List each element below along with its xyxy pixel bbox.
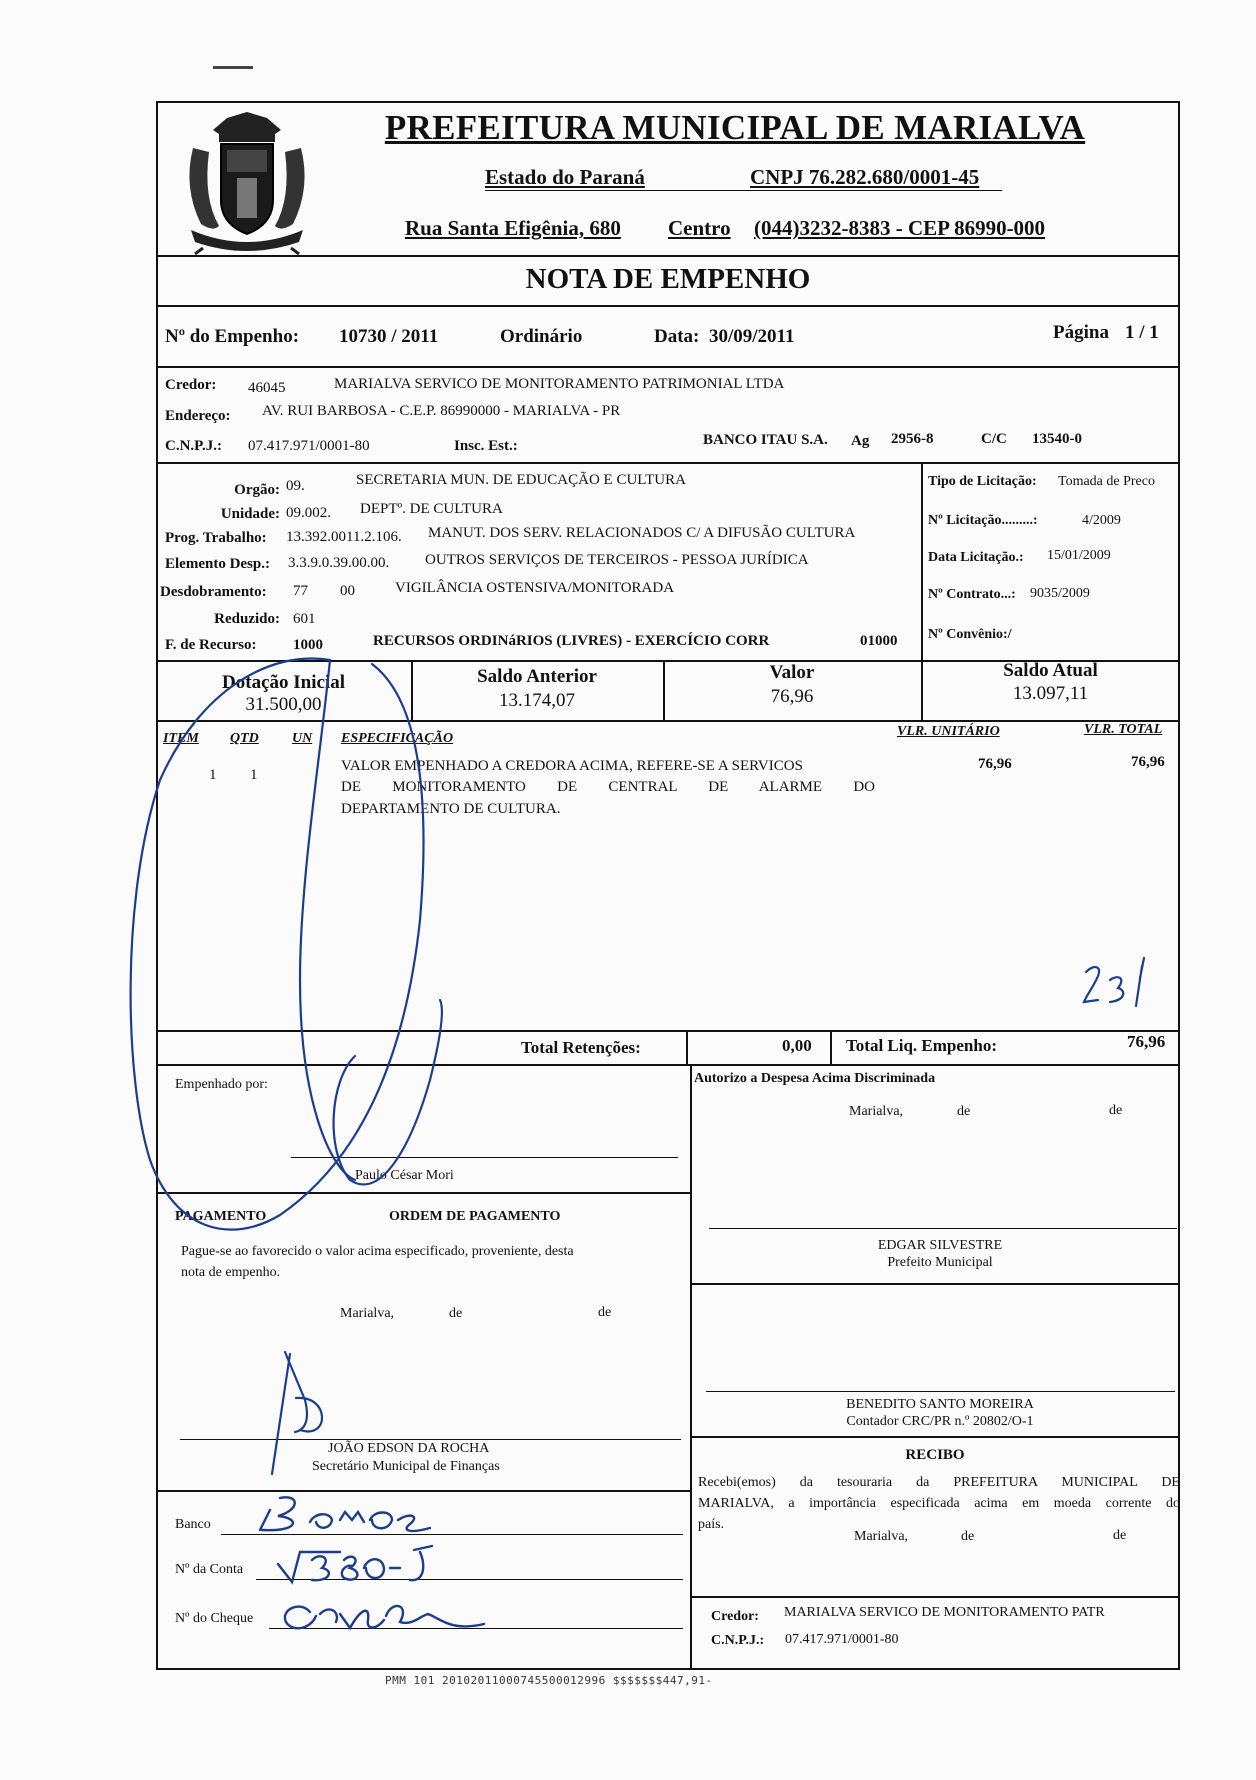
signature-line <box>291 1157 678 1158</box>
empenho-date-label: Data: <box>654 326 700 347</box>
autorizo-place: Marialva, <box>849 1104 904 1119</box>
page-number: 1 / 1 <box>1125 322 1159 343</box>
item-spec-line3: DEPARTAMENTO DE CULTURA. <box>341 801 561 817</box>
ordem-de2: de <box>598 1305 612 1320</box>
desdobramento-name: VIGILÂNCIA OSTENSIVA/MONITORADA <box>395 580 675 596</box>
budget-divider <box>921 462 923 660</box>
item-spec-line1: VALOR EMPENHADO A CREDORA ACIMA, REFERE-SE A SERVICOS <box>341 758 803 774</box>
unidade-code: 09.002. <box>286 505 331 521</box>
insc-est-label: Insc. Est.: <box>454 438 518 454</box>
fonte-name: RECURSOS ORDINáRIOS (LIVRES) - EXERCÍCIO CORR <box>373 633 770 649</box>
recibo-credor-label: Credor: <box>711 1609 759 1624</box>
elemento-code: 3.3.9.0.39.00.00. <box>288 555 390 571</box>
ordem-de1: de <box>449 1306 463 1321</box>
prog-label: Prog. Trabalho: <box>165 530 267 546</box>
cheque-label: Nº do Cheque <box>175 1611 254 1626</box>
empenho-number-label: Nº do Empenho: <box>165 326 300 347</box>
item-total-value: 76,96 <box>1131 754 1165 770</box>
liquido-label: Total Liq. Empenho: <box>846 1036 997 1055</box>
dotacao-label: Dotação Inicial <box>222 672 345 693</box>
conta-label: Nº da Conta <box>175 1562 244 1577</box>
ordem-pagamento-label: ORDEM DE PAGAMENTO <box>389 1209 561 1224</box>
divider <box>690 1283 1180 1285</box>
recibo-line1: Recebi(emos) da tesouraria da PREFEITURA MUNICIPAL DE <box>698 1475 1180 1490</box>
credor-code: 46045 <box>248 380 286 396</box>
saldo-anterior-label: Saldo Anterior <box>477 666 597 687</box>
dotacao-value: 31.500,00 <box>245 694 322 715</box>
divider <box>690 1596 1180 1598</box>
ordem-place: Marialva, <box>340 1306 395 1321</box>
divider <box>156 1030 1180 1032</box>
empenho-number: 10730 / 2011 <box>339 326 439 347</box>
cheque-line <box>269 1628 683 1629</box>
item-number: 1 <box>209 767 217 783</box>
divider <box>156 1192 690 1194</box>
fonte-label: F. de Recurso: <box>165 637 257 653</box>
divider <box>156 305 1180 307</box>
totals-divider <box>686 1030 688 1064</box>
prefeito-signature-line <box>709 1228 1177 1229</box>
item-spec-line2: DE MONITORAMENTO DE CENTRAL DE ALARME DO <box>341 779 875 795</box>
recibo-de1: de <box>961 1529 975 1544</box>
secretario-name: JOÃO EDSON DA ROCHA <box>328 1441 490 1456</box>
divider <box>156 462 1180 464</box>
col-especificacao: ESPECIFICAÇÃO <box>341 731 454 746</box>
ordem-text-line2: nota de empenho. <box>181 1265 281 1280</box>
credor-name: MARIALVA SERVICO DE MONITORAMENTO PATRIMONIAL LTDA <box>334 376 785 392</box>
num-licitacao: 4/2009 <box>1082 513 1121 528</box>
prefeito-name: EDGAR SILVESTRE <box>877 1238 1003 1253</box>
totals-divider <box>830 1030 832 1064</box>
autorizo-de2: de <box>1109 1103 1123 1118</box>
recibo-de2: de <box>1113 1528 1127 1543</box>
orgao-code: 09. <box>286 478 305 494</box>
account-label: C/C <box>981 431 1007 447</box>
recibo-cnpj-label: C.N.P.J.: <box>711 1633 765 1648</box>
autorizo-de1: de <box>957 1104 971 1119</box>
header-district: Centro <box>668 216 731 240</box>
header-address: Rua Santa Efigênia, 680 <box>405 216 621 240</box>
contrato: 9035/2009 <box>1030 586 1090 601</box>
valor-label: Valor <box>769 662 815 683</box>
secretario-signature-line <box>180 1439 681 1440</box>
autorizo-label: Autorizo a Despesa Acima Discriminada <box>694 1071 936 1086</box>
document-title: NOTA DE EMPENHO <box>525 263 811 295</box>
header-phone-cep: (044)3232-8383 - CEP 86990-000 <box>754 216 1046 240</box>
saldo-atual-label: Saldo Atual <box>1003 660 1098 681</box>
banco-line <box>221 1534 683 1535</box>
cnpj-label: C.N.P.J.: <box>165 438 222 454</box>
secretario-role: Secretário Municipal de Finanças <box>312 1459 500 1474</box>
prog-name: MANUT. DOS SERV. RELACIONADOS C/ A DIFUSÃO CULTURA <box>428 525 856 541</box>
contador-signature-line <box>706 1391 1175 1392</box>
orgao-label: Orgão: <box>234 482 280 498</box>
saldo-anterior-value: 13.174,07 <box>499 690 575 711</box>
liquido-value: 76,96 <box>1127 1032 1166 1051</box>
contrato-label: Nº Contrato...: <box>928 587 1016 602</box>
agency: 2956-8 <box>891 431 934 447</box>
footer-code: PMM 101 20102011000745500012996 $$$$$$$447,91- <box>385 1674 713 1687</box>
empenhado-por-label: Empenhado por: <box>175 1077 268 1092</box>
data-licitacao: 15/01/2009 <box>1047 548 1111 563</box>
recibo-credor: MARIALVA SERVICO DE MONITORAMENTO PATR <box>784 1605 1105 1620</box>
account: 13540-0 <box>1032 431 1082 447</box>
num-licitacao-label: Nº Licitação.........: <box>928 513 1038 528</box>
desdobramento-code2: 00 <box>340 583 355 599</box>
empenho-date: 30/09/2011 <box>709 326 795 347</box>
retencoes-label: Total Retenções: <box>521 1038 641 1057</box>
scan-speck <box>213 66 253 69</box>
item-unit-value: 76,96 <box>978 756 1012 772</box>
desdobramento-code1: 77 <box>293 583 308 599</box>
fonte-code: 1000 <box>293 637 323 653</box>
fonte-code2: 01000 <box>860 633 898 649</box>
col-un: UN <box>292 731 313 746</box>
bank-name: BANCO ITAU S.A. <box>703 432 828 448</box>
header-title: PREFEITURA MUNICIPAL DE MARIALVA <box>384 108 1086 147</box>
empenhado-por-name: Paulo César Mori <box>355 1168 454 1183</box>
ordem-text-line1: Pague-se ao favorecido o valor acima especificado, proveniente, desta <box>181 1244 574 1259</box>
credor-label: Credor: <box>165 377 217 393</box>
unidade-label: Unidade: <box>220 506 280 522</box>
divider <box>156 1064 1180 1066</box>
elemento-name: OUTROS SERVIÇOS DE TERCEIROS - PESSOA JURÍDICA <box>425 552 809 568</box>
contador-name: BENEDITO SANTO MOREIRA <box>846 1397 1034 1412</box>
pagamento-label: PAGAMENTO <box>175 1209 267 1224</box>
divider <box>156 720 1180 722</box>
coat-of-arms-logo <box>183 108 311 256</box>
recibo-cnpj: 07.417.971/0001-80 <box>785 1632 899 1647</box>
convenio-label: Nº Convênio:/ <box>928 627 1012 642</box>
item-qty: 1 <box>250 767 258 783</box>
orgao-name: SECRETARIA MUN. DE EDUCAÇÃO E CULTURA <box>356 472 686 488</box>
recibo-title: RECIBO <box>905 1447 965 1463</box>
page-label: Página <box>1053 322 1109 343</box>
saldo-atual-value: 13.097,11 <box>1012 683 1089 704</box>
tipo-licitacao-label: Tipo de Licitação: <box>928 474 1037 489</box>
signature-divider <box>690 1064 692 1670</box>
prog-code: 13.392.0011.2.106. <box>286 529 402 545</box>
data-licitacao-label: Data Licitação.: <box>928 550 1024 565</box>
header-cnpj: CNPJ 76.282.680/0001-45 <box>750 165 980 189</box>
col-vlr-unitario: VLR. UNITÁRIO <box>897 724 1000 739</box>
prefeito-role: Prefeito Municipal <box>887 1255 993 1270</box>
unidade-name: DEPTº. DE CULTURA <box>360 501 503 517</box>
tipo-licitacao: Tomada de Preco <box>1058 474 1155 489</box>
recibo-line3: país. <box>698 1517 725 1532</box>
contador-role: Contador CRC/PR n.º 20802/O-1 <box>846 1414 1034 1429</box>
desdobramento-label: Desdobramento: <box>160 584 267 600</box>
valor-value: 76,96 <box>770 686 814 707</box>
divider <box>690 1436 1180 1438</box>
col-item: ITEM <box>163 731 199 746</box>
credor-address: AV. RUI BARBOSA - C.E.P. 86990000 - MARIALVA - PR <box>262 403 621 419</box>
recibo-place: Marialva, <box>854 1529 909 1544</box>
credor-cnpj: 07.417.971/0001-80 <box>248 438 370 454</box>
address-label: Endereço: <box>165 408 231 424</box>
header-state: Estado do Paraná <box>485 165 645 189</box>
banco-label: Banco <box>175 1517 211 1532</box>
reduzido-label: Reduzido: <box>214 611 280 627</box>
recibo-line2: MARIALVA, a importância especificada acima em moeda corrente do <box>698 1496 1180 1511</box>
elemento-label: Elemento Desp.: <box>165 556 270 572</box>
empenho-type: Ordinário <box>500 326 583 347</box>
divider <box>156 1490 690 1492</box>
col-vlr-total: VLR. TOTAL <box>1084 722 1163 737</box>
conta-line <box>256 1579 683 1580</box>
divider <box>156 255 1180 257</box>
divider <box>156 366 1180 368</box>
agency-label: Ag <box>851 433 870 449</box>
header-underline <box>485 190 1002 191</box>
retencoes-value: 0,00 <box>782 1036 812 1055</box>
reduzido-value: 601 <box>293 611 316 627</box>
col-qtd: QTD <box>230 731 259 746</box>
